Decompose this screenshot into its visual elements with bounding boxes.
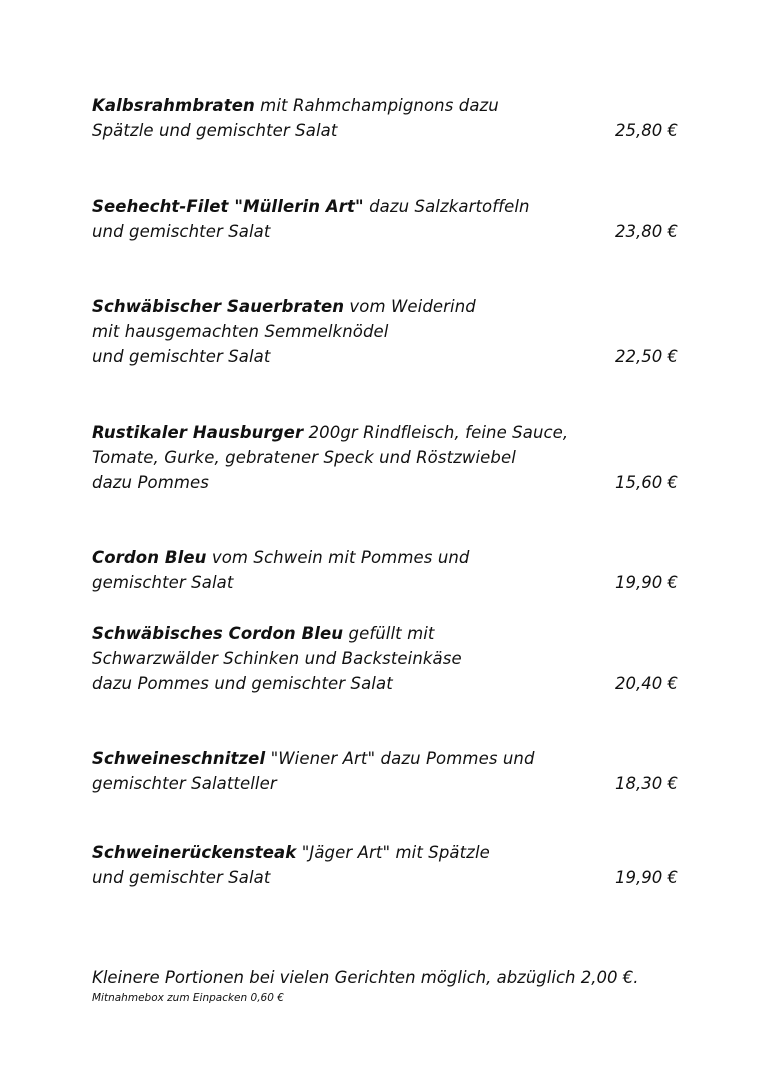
- item-description-line: und gemischter Salat: [92, 347, 271, 366]
- item-price: 25,80 €: [615, 121, 678, 140]
- item-description-line: Spätzle und gemischter Salat: [92, 121, 338, 140]
- item-name: Rustikaler Hausburger: [92, 423, 304, 442]
- item-description-line: mit hausgemachten Semmelknödel: [92, 322, 389, 341]
- item-description-line: dazu Pommes und gemischter Salat: [92, 674, 393, 693]
- takeaway-box-note: Mitnahmebox zum Einpacken 0,60 €: [92, 992, 284, 1004]
- item-price: 15,60 €: [615, 473, 678, 492]
- menu-item: [92, 194, 692, 244]
- item-title-line: [92, 840, 692, 865]
- item-price: 20,40 €: [615, 674, 678, 693]
- item-title-line: [92, 294, 692, 319]
- menu-item: [92, 294, 692, 369]
- item-title-line: [92, 746, 692, 771]
- item-description-line: gemischter Salat: [92, 573, 234, 592]
- menu-item: [92, 746, 692, 796]
- item-price: 23,80 €: [615, 222, 678, 241]
- item-description: vom Weiderind: [344, 297, 476, 316]
- menu-item: [92, 621, 692, 696]
- item-name: Schwäbisches Cordon Bleu: [92, 624, 344, 643]
- item-name: Schweinerückensteak: [92, 843, 297, 862]
- item-title-line: [92, 621, 692, 646]
- item-name: Schwäbischer Sauerbraten: [92, 297, 345, 316]
- item-description: gefüllt mit: [343, 624, 435, 643]
- item-description: "Jäger Art" mit Spätzle: [296, 843, 490, 862]
- menu-item: [92, 840, 692, 890]
- item-price: 22,50 €: [615, 347, 678, 366]
- item-price: 18,30 €: [615, 774, 678, 793]
- item-name: Schweineschnitzel: [92, 749, 266, 768]
- item-title-line: [92, 545, 692, 570]
- portion-note: Kleinere Portionen bei vielen Gerichten möglich, abzüglich 2,00 €.: [92, 968, 639, 987]
- item-description-line: gemischter Salatteller: [92, 774, 277, 793]
- menu-item: [92, 420, 692, 495]
- item-description-line: Schwarzwälder Schinken und Backsteinkäse: [92, 649, 462, 668]
- item-description: 200gr Rindfleisch, feine Sauce,: [303, 423, 569, 442]
- item-price: 19,90 €: [615, 573, 678, 592]
- item-description-line: Tomate, Gurke, gebratener Speck und Röstzwiebel: [92, 448, 516, 467]
- item-title-line: [92, 420, 692, 445]
- menu-footer: [92, 966, 712, 1006]
- item-description: "Wiener Art" dazu Pommes und: [265, 749, 535, 768]
- item-description: dazu Salzkartoffeln: [363, 197, 530, 216]
- item-description-line: und gemischter Salat: [92, 868, 271, 887]
- item-description-line: dazu Pommes: [92, 473, 209, 492]
- item-title-line: [92, 93, 692, 118]
- item-name: Kalbsrahmbraten: [92, 96, 255, 115]
- item-description: vom Schwein mit Pommes und: [206, 548, 470, 567]
- item-name: Seehecht-Filet "Müllerin Art": [92, 197, 364, 216]
- menu-item: [92, 93, 692, 143]
- item-name: Cordon Bleu: [92, 548, 207, 567]
- item-description: mit Rahmchampignons dazu: [254, 96, 499, 115]
- menu-item: [92, 545, 692, 595]
- item-title-line: [92, 194, 692, 219]
- item-price: 19,90 €: [615, 868, 678, 887]
- item-description-line: und gemischter Salat: [92, 222, 271, 241]
